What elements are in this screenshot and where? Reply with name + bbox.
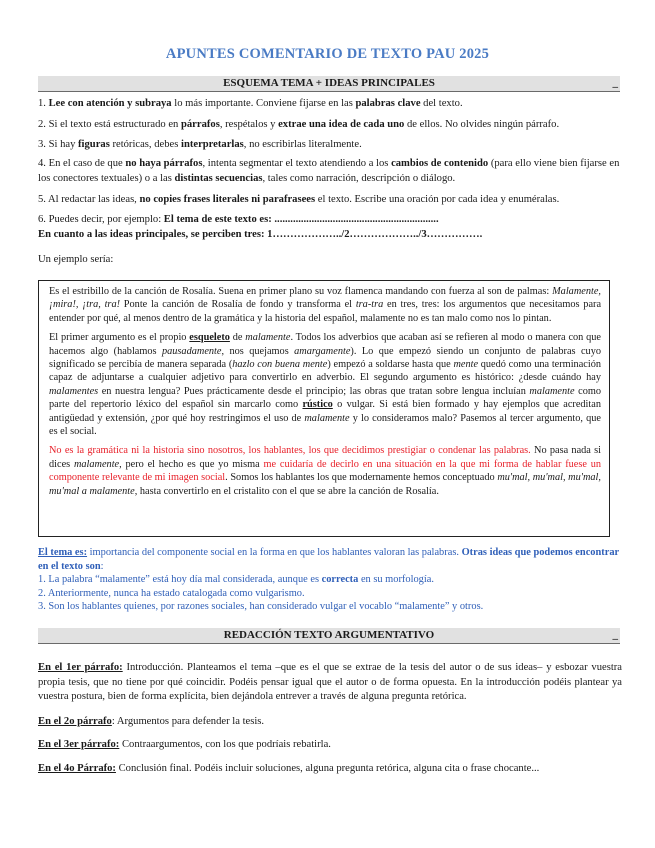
list-item-1: 1. Lee con atención y subraya lo más importante. Conviene fijarse en las palabras clave del texto. <box>38 98 463 109</box>
list-item-5: 5. Al redactar las ideas, no copies frases literales ni parafrasees el texto. Escribe una oración por cada idea y enuméralas. <box>38 194 560 205</box>
list-item-2: 2. Si el texto está estructurado en párrafos, respétalos y extrae una idea de cada uno de ellos. No olvides ningún párrafo. <box>38 119 560 130</box>
arg-paragraph-4: En el 4o Párrafo: Conclusión final. Podéis incluir soluciones, alguna pregunta retórica, alguna cita o frase chocante... <box>38 763 540 774</box>
section-heading-esquema <box>38 76 620 92</box>
example-paragraph-1: Es el estribillo de la canción de Rosalía. Suena en primer plano su voz flamenca mandando con fuerza al son de palmas: Malamente, ¡mira!, ¡tra, tra! Ponte la canción de Rosalía de fondo y transforma el tra-tra en tres, tres: los argumentos que necesitamos para entender por qué, al menos dentro de la gramática y la historia del español, malamente no es tan malo como nos lo pintan. <box>49 286 602 324</box>
arg-paragraph-2: En el 2o párrafo: Argumentos para defender la tesis. <box>38 716 265 727</box>
section-heading-text: REDACCIÓN TEXTO ARGUMENTATIVO <box>223 629 435 641</box>
page-title: APUNTES COMENTARIO DE TEXTO PAU 2025 <box>165 46 490 62</box>
section-heading-underscore: _ <box>612 77 618 89</box>
section-heading-redaccion <box>38 628 620 644</box>
example-label: Un ejemplo sería: <box>38 254 114 265</box>
list-item-6: 6. Puedes decir, por ejemplo: El tema de este texto es: .............................................................. En cuanto a las ideas principales, se perciben tres: 1………………../2………………../3……………. <box>38 214 483 240</box>
section-heading-underscore: _ <box>612 629 618 641</box>
tema-statement: El tema es: importancia del componente social en la forma en que los hablantes valoran las palabras. Otras ideas que podemos encontrar en el texto son: <box>38 547 619 572</box>
tema-idea-1: 1. La palabra “malamente” está hoy día mal considerada, aunque es correcta en su morfología. <box>38 574 434 585</box>
example-paragraph-3: No es la gramática ni la historia sino nosotros, los hablantes, los que decidimos prestigiar o condenar las palabras. No pasa nada si dices malamente, pero el hecho es que yo misma me cuidaría de decirlo en una situación en la que mi forma de hablar fuese un componente relevante de mi imagen social. Somos los hablantes los que modernamente hemos conceptuado mu'mal, mu'mal, mu'mal, mu'mal a malamente, hasta convertirlo en el cristalito con el que se abre la canción de Rosalía. <box>49 445 602 497</box>
section-heading-text: ESQUEMA TEMA + IDEAS PRINCIPALES <box>223 77 435 89</box>
example-text-box <box>38 280 610 537</box>
tema-block <box>38 546 622 614</box>
arg-paragraph-3: En el 3er párrafo: Contraargumentos, con los que podríais rebatirla. <box>38 739 331 750</box>
list-item-3: 3. Si hay figuras retóricas, debes interpretarlas, no escribirlas literalmente. <box>38 139 362 150</box>
arg-paragraph-1: En el 1er párrafo: Introducción. Planteamos el tema –que es el que se extrae de la tesis del autor o de sus ideas– y esbozar vuestra propia tesis, que no tiene por qué coincidir. Podéis pensar igual que el autor o de forma opuesta. En la introducción podéis plantear ya vuestra postura, bien de forma explícita, bien dejándola entrever a través de alguna pregunta retórica. <box>38 662 622 702</box>
example-paragraph-2: El primer argumento es el propio esqueleto de malamente. Todos los adverbios que acaban así se refieren al modo o manera con que hacemos algo (hablamos pausadamente, nos quejamos amargamente). Lo que empezó siendo un conjunto de palabras cuyo significado se percibía de manera separada (hazlo con buena mente) empezó a soldarse hasta que mente quedó como una terminación capaz de adjuntarse a cualquier adjetivo para convertirlo en adverbio. El segundo argumento es histórico: ¿desde cuándo hay malamentes en nuestra lengua? Pues prácticamente desde el principio; las obras que tratan sobre lengua incluían malamente como parte del repertorio léxico del español sin marcarlo como rústico o vulgar. Si está bien formado y hay ejemplos que acreditan antigüedad y extensión, ¿por qué hoy restringimos el uso de malamente y lo consideramos malo? Pasemos al tercer argumento, que es el social. <box>49 332 602 438</box>
list-item-4: 4. En el caso de que no haya párrafos, intenta segmentar el texto atendiendo a los cambios de contenido (para ello viene bien fijarse en los conectores textuales) o a las distintas secuencias, tales como narración, descripción o diálogo. <box>38 158 620 184</box>
tema-idea-3: 3. Son los hablantes quienes, por razones sociales, han considerado vulgar el vocablo “malamente” y otros. <box>38 601 484 612</box>
tema-idea-2: 2. Anteriormente, nunca ha estado catalogada como vulgarismo. <box>38 587 305 599</box>
